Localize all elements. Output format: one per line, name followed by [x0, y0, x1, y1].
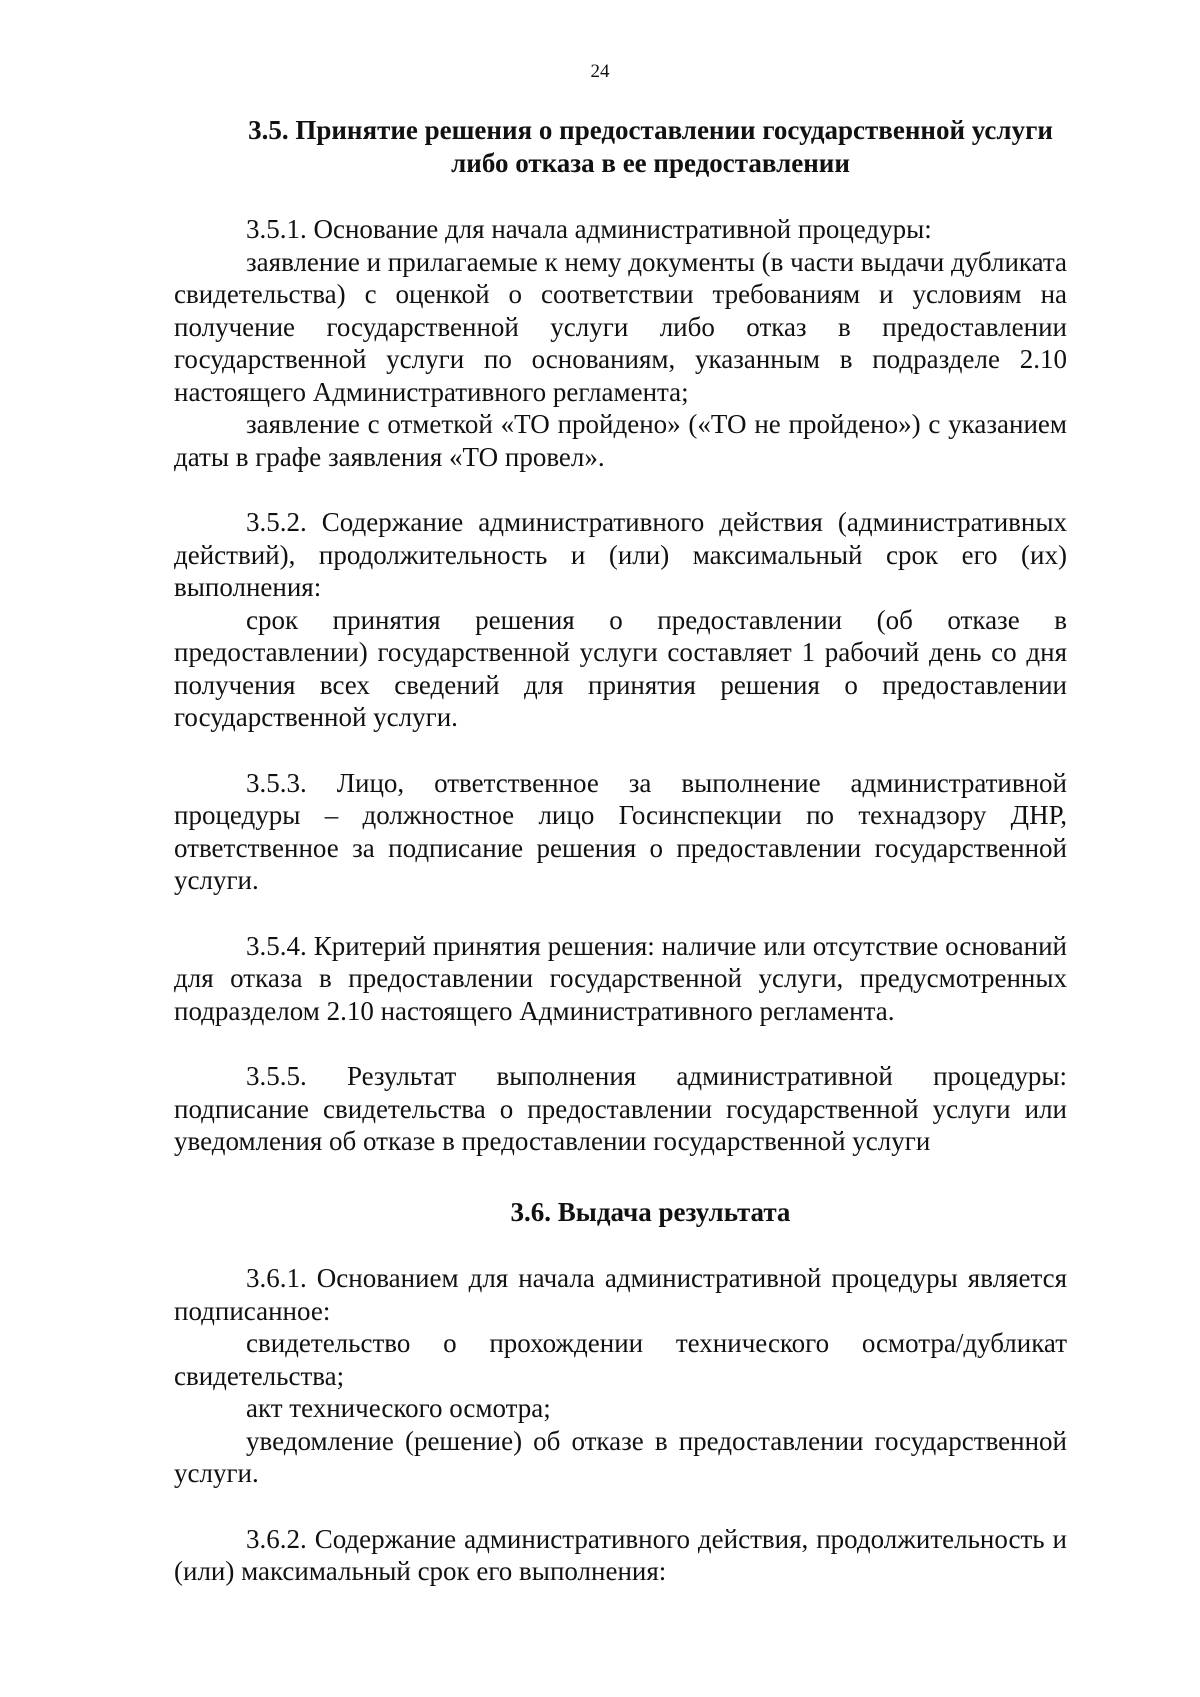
section-heading-3-6: 3.6. Выдача результата — [510, 1196, 791, 1227]
heading-line-1: 3.5. Принятие решения о предоставлении государственной услуги — [248, 115, 1053, 145]
paragraph-3-5-3: 3.5.3. Лицо, ответственное за выполнение административной процедуры – должностное лицо Госинспекции по технадзору ДНР, ответственное за подписание решения о предоставлении государственной услуги. — [174, 767, 1067, 895]
paragraph-3-6-1-c: уведомление (решение) об отказе в предоставлении государственной услуги. — [174, 1425, 1067, 1488]
paragraph-3-5-1-a: заявление и прилагаемые к нему документы (в части выдачи дубликата свидетельства) с оценкой о соответствии требованиям и условиям на получение государственной услуги либо отказ в предоставлении государственной услуги по основаниям, указанным в подразделе 2.10 настоящего Административного регламента; — [174, 246, 1067, 407]
section-heading-3-5 — [174, 114, 1067, 179]
paragraph-3-6-1: 3.6.1. Основанием для начала административной процедуры является подписанное: — [174, 1263, 1067, 1326]
paragraph-3-6-1-a: свидетельство о прохождении технического осмотра/дубликат свидетельства; — [174, 1328, 1067, 1391]
paragraph-3-6-1-b: акт технического осмотра; — [246, 1393, 551, 1423]
paragraph-3-5-2-a: срок принятия решения о предоставлении (об отказе в предоставлении) государственной услуги составляет 1 рабочий день со дня получения всех сведений для принятия решения о предоставлении государственной услуги. — [174, 604, 1067, 732]
paragraph-3-5-1: 3.5.1. Основание для начала административной процедуры: — [246, 214, 932, 244]
paragraph-3-5-1-b: заявление с отметкой «ТО пройдено» («ТО не пройдено») с указанием даты в графе заявления «ТО провел». — [174, 409, 1067, 472]
paragraph-3-6-2: 3.6.2. Содержание административного действия, продолжительность и (или) максимальный срок его выполнения: — [174, 1523, 1067, 1586]
paragraph-3-5-4: 3.5.4. Критерий принятия решения: наличие или отсутствие оснований для отказа в предоставлении государственной услуги, предусмотренных подразделом 2.10 настоящего Административного регламента. — [174, 930, 1067, 1026]
paragraph-3-5-5: 3.5.5. Результат выполнения административной процедуры: подписание свидетельства о предоставлении государственной услуги или уведомления об отказе в предоставлении государственной услуги — [174, 1061, 1067, 1156]
paragraph-3-5-2: 3.5.2. Содержание административного действия (административных действий), продолжительность и (или) максимальный срок его (их) выполнения: — [174, 507, 1067, 602]
page-number: 24 — [590, 61, 610, 82]
heading-line-2: либо отказа в ее предоставлении — [451, 147, 850, 178]
